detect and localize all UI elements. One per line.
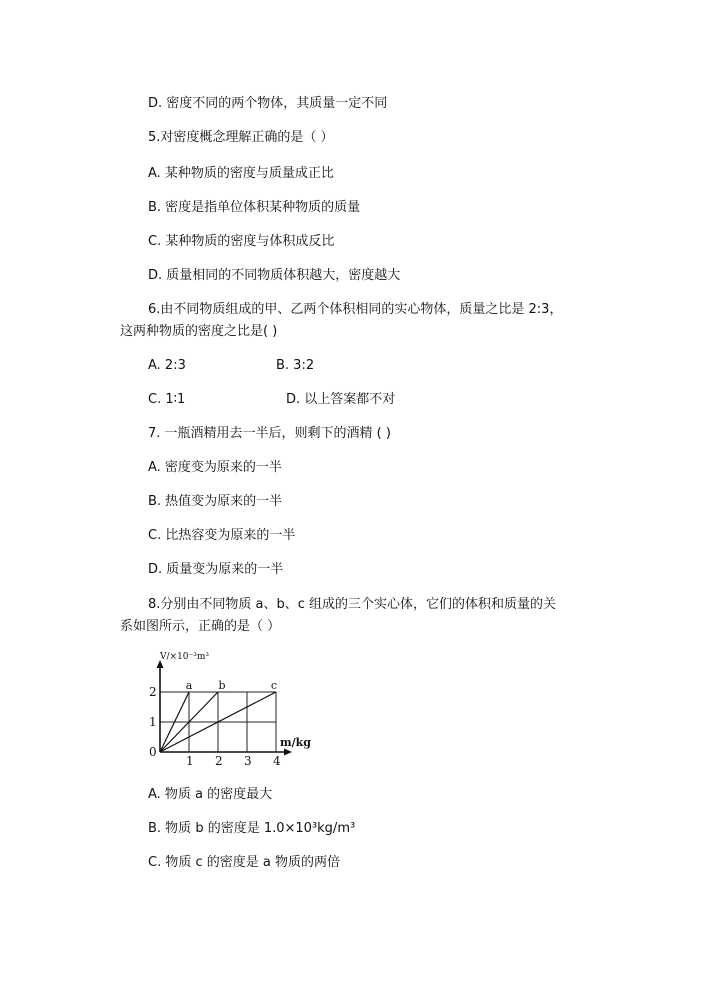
series-label-c: c bbox=[270, 679, 278, 692]
q5-option-a: A. 某种物质的密度与质量成正比 bbox=[148, 166, 334, 181]
q6-stem-line-2: 这两种物质的密度之比是( ) bbox=[120, 324, 278, 339]
y-tick-1: 1 bbox=[149, 715, 157, 729]
x-axis-arrow bbox=[284, 749, 292, 756]
q5-option-c: C. 某种物质的密度与体积成反比 bbox=[148, 234, 335, 249]
x-axis-label: m/kg bbox=[280, 736, 311, 749]
q7-option-c: C. 比热容变为原来的一半 bbox=[148, 528, 296, 543]
q8-option-b: B. 物质 b 的密度是 1.0×10³kg/m³ bbox=[148, 821, 356, 836]
q8-stem-line-1: 8.分别由不同物质 a、b、c 组成的三个实心体，它们的体积和质量的关 bbox=[148, 597, 557, 612]
y-tick-2: 2 bbox=[149, 685, 157, 699]
q6-option-b: B. 3:2 bbox=[276, 358, 315, 373]
q6-option-c: C. 1∶1 bbox=[148, 392, 186, 407]
q8-stem-line-2: 系如图所示，正确的是（ ） bbox=[120, 619, 281, 634]
q5-stem: 5.对密度概念理解正确的是（ ） bbox=[148, 130, 334, 145]
x-tick-1: 1 bbox=[186, 754, 194, 768]
y-axis-label: V/×10⁻³m³ bbox=[160, 652, 210, 662]
origin-label: 0 bbox=[149, 745, 157, 759]
q8-option-a: A. 物质 a 的密度最大 bbox=[148, 787, 273, 802]
q7-option-a: A. 密度变为原来的一半 bbox=[148, 460, 282, 475]
q6-option-a: A. 2:3 bbox=[148, 358, 186, 373]
q6-option-d: D. 以上答案都不对 bbox=[286, 392, 396, 407]
q5-option-b: B. 密度是指单位体积某种物质的质量 bbox=[148, 200, 361, 215]
x-tick-2: 2 bbox=[215, 754, 223, 768]
q8-option-c: C. 物质 c 的密度是 a 物质的两倍 bbox=[148, 855, 340, 870]
q5-option-d: D. 质量相同的不同物质体积越大，密度越大 bbox=[148, 268, 401, 283]
volume-mass-graph bbox=[146, 648, 326, 768]
axes bbox=[157, 660, 293, 756]
q6-stem-line-1: 6.由不同物质组成的甲、乙两个体积相同的实心物体，质量之比是 2:3， bbox=[148, 302, 563, 317]
x-tick-4: 4 bbox=[273, 754, 281, 768]
series-label-a: a bbox=[185, 679, 193, 692]
x-tick-3: 3 bbox=[244, 754, 252, 768]
q7-option-d: D. 质量变为原来的一半 bbox=[148, 562, 284, 577]
series-label-b: b bbox=[218, 679, 226, 692]
q7-stem: 7. 一瓶酒精用去一半后，则剩下的酒精 ( ) bbox=[148, 426, 391, 441]
q7-option-b: B. 热值变为原来的一半 bbox=[148, 494, 283, 509]
q4-option-d: D. 密度不同的两个物体，其质量一定不同 bbox=[148, 96, 388, 111]
